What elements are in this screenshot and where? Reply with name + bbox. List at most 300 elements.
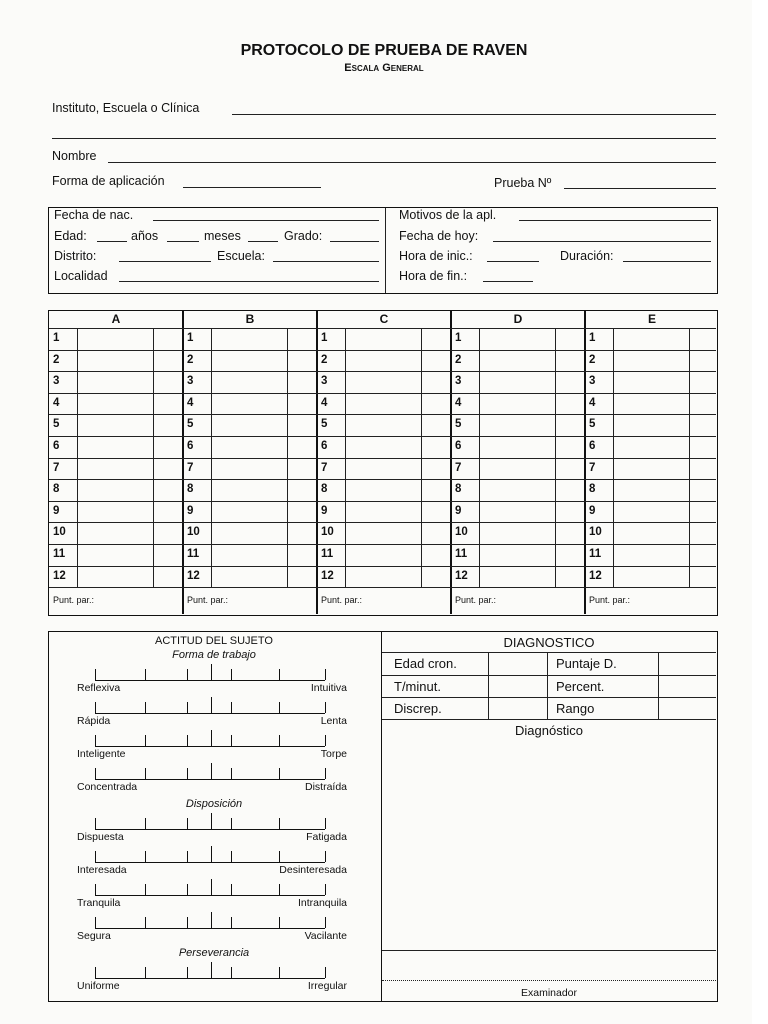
grid-row-number: 2	[321, 353, 328, 366]
answer-cell[interactable]	[346, 436, 420, 458]
scale-tick[interactable]	[279, 768, 280, 779]
grid-row-number: 4	[321, 396, 328, 409]
motivos-label: Motivos de la apl.	[399, 208, 497, 222]
grid-row-number: 10	[589, 526, 602, 539]
examinador-field[interactable]	[382, 980, 716, 981]
diag-divider-3	[658, 653, 659, 719]
grado-label: Grado:	[284, 229, 323, 243]
grid-row-number: 3	[589, 375, 596, 388]
scale-tick[interactable]	[145, 967, 146, 978]
scale-left-label: Dispuesta	[77, 831, 124, 843]
scale-left-label: Tranquila	[77, 897, 121, 909]
scale-tick[interactable]	[325, 768, 326, 779]
rating-scale[interactable]	[95, 680, 325, 681]
answer-cell[interactable]	[480, 436, 554, 458]
answer-cell[interactable]	[78, 501, 152, 523]
info-box	[48, 207, 718, 294]
answer-cell[interactable]	[480, 328, 554, 350]
localidad-field[interactable]	[119, 281, 379, 282]
grid-row-number: 6	[589, 440, 596, 452]
grid-row-number: 9	[187, 504, 194, 517]
escuela-field[interactable]	[273, 261, 379, 262]
grid-row-number: 3	[187, 375, 194, 388]
answer-cell[interactable]	[78, 350, 152, 372]
answer-cell[interactable]	[212, 544, 286, 566]
meses-label: meses	[204, 229, 241, 243]
rating-scale[interactable]	[95, 978, 325, 979]
answer-cell[interactable]	[480, 522, 554, 544]
grid-row-number: 7	[187, 461, 194, 474]
answer-cell[interactable]	[480, 371, 554, 393]
scale-tick[interactable]	[145, 702, 146, 713]
grid-row-number: 5	[455, 418, 462, 431]
scale-right-label: Intranquila	[297, 897, 347, 909]
answer-cell[interactable]	[78, 479, 152, 501]
grid-row-number: 12	[321, 569, 334, 582]
scale-tick[interactable]	[211, 879, 212, 895]
grid-row-number: 6	[455, 440, 462, 452]
scale-tick[interactable]	[95, 702, 96, 713]
answer-cell[interactable]	[480, 479, 554, 501]
prueba-label: Prueba Nº	[494, 176, 552, 190]
fecha-hoy-field[interactable]	[493, 241, 711, 242]
answer-cell[interactable]	[614, 436, 688, 458]
rating-scale[interactable]	[95, 779, 325, 780]
grid-row-number: 11	[53, 548, 66, 560]
answer-cell[interactable]	[614, 479, 688, 501]
grid-row-number: 12	[589, 569, 602, 582]
diag-divider-1	[488, 653, 489, 719]
grid-row-number: 5	[187, 418, 194, 431]
forma-aplicacion-field[interactable]	[183, 187, 321, 188]
answer-cell[interactable]	[480, 393, 554, 415]
distrito-label: Distrito:	[54, 249, 97, 263]
scale-left-label: Inteligente	[77, 748, 126, 760]
hora-inic-field[interactable]	[487, 261, 539, 262]
answer-cell[interactable]	[78, 436, 152, 458]
prueba-field[interactable]	[564, 188, 716, 189]
grid-col-divider	[182, 311, 184, 614]
grid-row-number: 1	[187, 332, 194, 344]
grid-row-number: 4	[455, 396, 462, 409]
grid-row-number: 2	[53, 353, 60, 366]
answer-cell[interactable]	[212, 479, 286, 501]
grid-col-divider	[316, 311, 318, 614]
edad-label: Edad:	[54, 229, 87, 243]
grid-row-number: 9	[589, 504, 596, 517]
grid-row-number: 12	[187, 569, 200, 582]
grid-row-number: 10	[53, 526, 66, 539]
answer-cell[interactable]	[212, 371, 286, 393]
grid-row-number: 5	[589, 418, 596, 431]
grid-row-number: 9	[321, 504, 328, 517]
grid-row-number: 2	[589, 353, 596, 366]
scale-right-label: Distraída	[304, 781, 347, 793]
grid-row-number: 11	[455, 548, 468, 560]
grid-row-number: 3	[455, 375, 462, 388]
answer-cell[interactable]	[346, 393, 420, 415]
scale-left-label: Concentrada	[77, 781, 138, 793]
anos-label: años	[131, 229, 159, 243]
grid-row-rule	[49, 522, 716, 523]
grid-row-rule	[49, 544, 716, 545]
punt-par-label: Punt. par.:	[455, 595, 497, 606]
percent-label: Percent.	[556, 679, 605, 694]
answer-cell[interactable]	[480, 501, 554, 523]
instituto-field-2[interactable]	[52, 138, 716, 139]
scale-tick[interactable]	[187, 851, 188, 862]
grid-row-number: 7	[455, 461, 462, 474]
scale-tick[interactable]	[279, 818, 280, 829]
scale-tick[interactable]	[95, 669, 96, 680]
answer-cell[interactable]	[78, 522, 152, 544]
answer-cell[interactable]	[614, 393, 688, 415]
grid-col-divider	[584, 311, 586, 614]
tminut-label: T/minut.	[394, 679, 441, 694]
answer-cell[interactable]	[212, 458, 286, 480]
scale-tick[interactable]	[231, 669, 232, 680]
answer-cell[interactable]	[614, 544, 688, 566]
grid-row-number: 1	[321, 332, 328, 344]
answer-cell[interactable]	[480, 414, 554, 436]
rating-scale[interactable]	[95, 746, 325, 747]
answer-cell[interactable]	[614, 371, 688, 393]
scale-tick[interactable]	[95, 735, 96, 746]
rating-scale[interactable]	[95, 862, 325, 863]
grid-row-number: 3	[53, 375, 60, 388]
scale-right-label: Vacilante	[304, 930, 347, 942]
fecha-nac-field[interactable]	[153, 220, 379, 221]
nombre-field[interactable]	[108, 162, 716, 163]
answer-cell[interactable]	[346, 371, 420, 393]
rating-scale[interactable]	[95, 895, 325, 896]
grid-column-header: D	[513, 312, 523, 326]
grid-row-number: 12	[455, 569, 468, 582]
scale-tick[interactable]	[145, 917, 146, 928]
grid-row-rule	[49, 371, 716, 372]
grid-row-rule	[49, 393, 716, 394]
fecha-hoy-label: Fecha de hoy:	[399, 229, 479, 243]
punt-par-label: Punt. par.:	[187, 595, 229, 606]
nombre-label: Nombre	[52, 149, 97, 163]
info-divider	[385, 208, 386, 293]
grid-row-number: 5	[53, 418, 60, 431]
scale-tick[interactable]	[95, 967, 96, 978]
grid-row-number: 4	[187, 396, 194, 409]
grid-row-number: 8	[321, 483, 328, 496]
scale-left-label: Reflexiva	[77, 682, 121, 694]
scale-tick[interactable]	[231, 884, 232, 895]
grid-row-number: 9	[53, 504, 60, 517]
answer-cell[interactable]	[78, 328, 152, 350]
instituto-field[interactable]	[232, 114, 716, 115]
grid-row-number: 8	[589, 483, 596, 496]
grid-row-rule	[49, 501, 716, 502]
grid-row-number: 9	[455, 504, 462, 517]
answer-cell[interactable]	[346, 479, 420, 501]
scale-tick[interactable]	[279, 669, 280, 680]
scale-tick[interactable]	[211, 846, 212, 862]
diag-top-rule	[382, 652, 716, 653]
rating-scale[interactable]	[95, 713, 325, 714]
grid-row-rule	[49, 458, 716, 459]
edad-anos-field[interactable]	[97, 241, 127, 242]
instituto-label: Instituto, Escuela o Clínica	[52, 101, 200, 115]
edad-meses-field[interactable]	[167, 241, 199, 242]
grid-row-rule	[49, 587, 716, 588]
edad-cron-label: Edad cron.	[394, 656, 457, 671]
scale-tick[interactable]	[187, 967, 188, 978]
puntaje-label: Puntaje D.	[556, 656, 617, 671]
answer-cell[interactable]	[346, 458, 420, 480]
diag-divider-2	[547, 653, 548, 719]
scale-tick[interactable]	[279, 851, 280, 862]
answer-cell[interactable]	[346, 566, 420, 588]
grid-row-number: 12	[53, 569, 66, 582]
grado-field[interactable]	[330, 241, 379, 242]
diag-bottom-rule	[382, 950, 716, 951]
scale-tick[interactable]	[231, 702, 232, 713]
scale-tick[interactable]	[145, 818, 146, 829]
answer-cell[interactable]	[346, 328, 420, 350]
scale-tick[interactable]	[187, 702, 188, 713]
scale-tick[interactable]	[231, 768, 232, 779]
grid-row-number: 10	[321, 526, 334, 539]
grid-row-number: 11	[321, 548, 334, 560]
diagnostico-label: Diagnóstico	[515, 723, 583, 738]
scale-tick[interactable]	[279, 884, 280, 895]
form-subtitle: Escala General	[344, 62, 424, 74]
answer-cell[interactable]	[480, 458, 554, 480]
scale-tick[interactable]	[325, 669, 326, 680]
escuela-label: Escuela:	[217, 249, 265, 263]
grid-row-number: 10	[455, 526, 468, 539]
answer-cell[interactable]	[212, 436, 286, 458]
scale-tick[interactable]	[231, 851, 232, 862]
scale-tick[interactable]	[95, 917, 96, 928]
answer-cell[interactable]	[614, 350, 688, 372]
actitud-box	[48, 631, 382, 1002]
actitud-title: ACTITUD DEL SUJETO	[155, 635, 273, 647]
scale-tick[interactable]	[325, 702, 326, 713]
scale-tick[interactable]	[187, 917, 188, 928]
scale-left-label: Uniforme	[77, 980, 120, 992]
grid-row-number: 6	[187, 440, 194, 452]
scale-right-label: Lenta	[320, 715, 347, 727]
scale-left-label: Rápida	[77, 715, 111, 727]
answer-cell[interactable]	[78, 393, 152, 415]
answer-cell[interactable]	[480, 544, 554, 566]
scale-right-label: Irregular	[307, 980, 347, 992]
answer-cell[interactable]	[614, 501, 688, 523]
scale-tick[interactable]	[231, 917, 232, 928]
scale-tick[interactable]	[325, 917, 326, 928]
scale-tick[interactable]	[187, 884, 188, 895]
grid-row-rule	[49, 479, 716, 480]
scale-tick[interactable]	[279, 917, 280, 928]
punt-par-label: Punt. par.:	[321, 595, 363, 606]
scale-tick[interactable]	[187, 768, 188, 779]
fecha-nac-label: Fecha de nac.	[54, 208, 134, 222]
answer-cell[interactable]	[78, 566, 152, 588]
answer-cell[interactable]	[346, 522, 420, 544]
grid-row-rule	[49, 436, 716, 437]
diag-row1-rule	[382, 675, 716, 676]
hora-fin-label: Hora de fin.:	[399, 269, 468, 283]
scale-tick[interactable]	[211, 697, 212, 713]
scale-tick[interactable]	[211, 813, 212, 829]
scale-tick[interactable]	[187, 735, 188, 746]
examinador-label: Examinador	[520, 987, 578, 999]
scale-tick[interactable]	[145, 735, 146, 746]
grid-row-number: 8	[53, 483, 60, 496]
hora-inic-label: Hora de inic.:	[399, 249, 473, 263]
section-heading: Forma de trabajo	[172, 649, 256, 661]
grid-row-number: 3	[321, 375, 328, 388]
grid-row-rule	[49, 350, 716, 351]
answer-grid	[48, 310, 718, 616]
answer-cell[interactable]	[614, 522, 688, 544]
scale-tick[interactable]	[187, 818, 188, 829]
answer-cell[interactable]	[212, 393, 286, 415]
answer-cell[interactable]	[212, 566, 286, 588]
meses-blank[interactable]	[248, 241, 278, 242]
answer-cell[interactable]	[614, 328, 688, 350]
scale-right-label: Fatigada	[306, 831, 347, 843]
grid-row-number: 5	[321, 418, 328, 431]
scale-tick[interactable]	[95, 851, 96, 862]
scale-tick[interactable]	[95, 768, 96, 779]
scale-tick[interactable]	[325, 818, 326, 829]
rating-scale[interactable]	[95, 928, 325, 929]
answer-cell[interactable]	[346, 414, 420, 436]
scale-tick[interactable]	[145, 669, 146, 680]
grid-column-header: C	[379, 312, 389, 326]
answer-cell[interactable]	[614, 458, 688, 480]
answer-cell[interactable]	[480, 566, 554, 588]
scale-tick[interactable]	[211, 962, 212, 978]
section-heading: Disposición	[185, 798, 243, 810]
discrep-label: Discrep.	[394, 701, 442, 716]
grid-column-header: A	[111, 312, 121, 326]
grid-row-number: 4	[53, 396, 60, 409]
diag-row2-rule	[382, 697, 716, 698]
grid-column-header: E	[647, 312, 656, 326]
rating-scale[interactable]	[95, 829, 325, 830]
punt-par-label: Punt. par.:	[589, 595, 631, 606]
scale-tick[interactable]	[211, 912, 212, 928]
scale-left-label: Interesada	[77, 864, 127, 876]
grid-row-number: 8	[187, 483, 194, 496]
grid-row-rule	[49, 328, 716, 329]
answer-cell[interactable]	[212, 350, 286, 372]
grid-row-number: 7	[53, 461, 60, 474]
rango-label: Rango	[556, 701, 595, 716]
answer-cell[interactable]	[346, 544, 420, 566]
answer-cell[interactable]	[346, 350, 420, 372]
motivos-field[interactable]	[519, 220, 711, 221]
grid-col-divider	[450, 311, 452, 614]
form-title: PROTOCOLO DE PRUEBA DE RAVEN	[240, 42, 528, 59]
scale-tick[interactable]	[187, 669, 188, 680]
answer-cell[interactable]	[212, 414, 286, 436]
punt-par-label: Punt. par.:	[53, 595, 95, 606]
grid-row-number: 6	[53, 440, 60, 452]
hora-fin-field[interactable]	[483, 281, 533, 282]
scale-tick[interactable]	[145, 851, 146, 862]
scale-tick[interactable]	[325, 967, 326, 978]
scale-tick[interactable]	[231, 818, 232, 829]
grid-row-rule	[49, 566, 716, 567]
grid-row-number: 1	[455, 332, 462, 344]
scale-tick[interactable]	[325, 851, 326, 862]
grid-column-header: B	[245, 312, 255, 326]
scale-tick[interactable]	[325, 884, 326, 895]
section-heading: Perseverancia	[178, 947, 250, 959]
answer-cell[interactable]	[346, 501, 420, 523]
grid-row-number: 7	[321, 461, 328, 474]
scale-tick[interactable]	[211, 664, 212, 680]
scale-tick[interactable]	[231, 967, 232, 978]
duracion-label: Duración:	[560, 249, 614, 263]
grid-row-number: 11	[187, 548, 200, 560]
diagnostico-box	[381, 631, 718, 1002]
scale-tick[interactable]	[279, 702, 280, 713]
grid-row-rule	[49, 414, 716, 415]
scale-right-label: Desinteresada	[279, 864, 347, 876]
grid-row-number: 10	[187, 526, 200, 539]
answer-cell[interactable]	[614, 566, 688, 588]
answer-cell[interactable]	[480, 350, 554, 372]
grid-row-number: 8	[455, 483, 462, 496]
localidad-label: Localidad	[54, 269, 108, 283]
answer-cell[interactable]	[78, 544, 152, 566]
answer-cell[interactable]	[614, 414, 688, 436]
scale-tick[interactable]	[279, 735, 280, 746]
scale-left-label: Segura	[77, 930, 111, 942]
grid-row-number: 11	[589, 548, 602, 560]
grid-row-number: 4	[589, 396, 596, 409]
scale-tick[interactable]	[95, 884, 96, 895]
scale-tick[interactable]	[231, 735, 232, 746]
scale-tick[interactable]	[279, 967, 280, 978]
grid-row-number: 7	[589, 461, 596, 474]
scale-tick[interactable]	[325, 735, 326, 746]
scale-right-label: Torpe	[320, 748, 347, 760]
scale-tick[interactable]	[211, 763, 212, 779]
distrito-field[interactable]	[119, 261, 211, 262]
answer-cell[interactable]	[212, 522, 286, 544]
diag-row3-rule	[382, 719, 716, 720]
diagnostico-title: DIAGNOSTICO	[503, 635, 595, 650]
scale-tick[interactable]	[211, 730, 212, 746]
answer-cell[interactable]	[212, 501, 286, 523]
answer-cell[interactable]	[78, 458, 152, 480]
grid-row-number: 2	[187, 353, 194, 366]
grid-row-number: 1	[53, 332, 60, 344]
scale-tick[interactable]	[145, 768, 146, 779]
answer-cell[interactable]	[78, 414, 152, 436]
forma-aplicacion-label: Forma de aplicación	[52, 174, 165, 188]
scale-tick[interactable]	[145, 884, 146, 895]
answer-cell[interactable]	[212, 328, 286, 350]
grid-row-number: 6	[321, 440, 328, 452]
grid-row-number: 2	[455, 353, 462, 366]
scale-tick[interactable]	[95, 818, 96, 829]
grid-row-number: 1	[589, 332, 596, 344]
answer-cell[interactable]	[78, 371, 152, 393]
duracion-field[interactable]	[623, 261, 711, 262]
